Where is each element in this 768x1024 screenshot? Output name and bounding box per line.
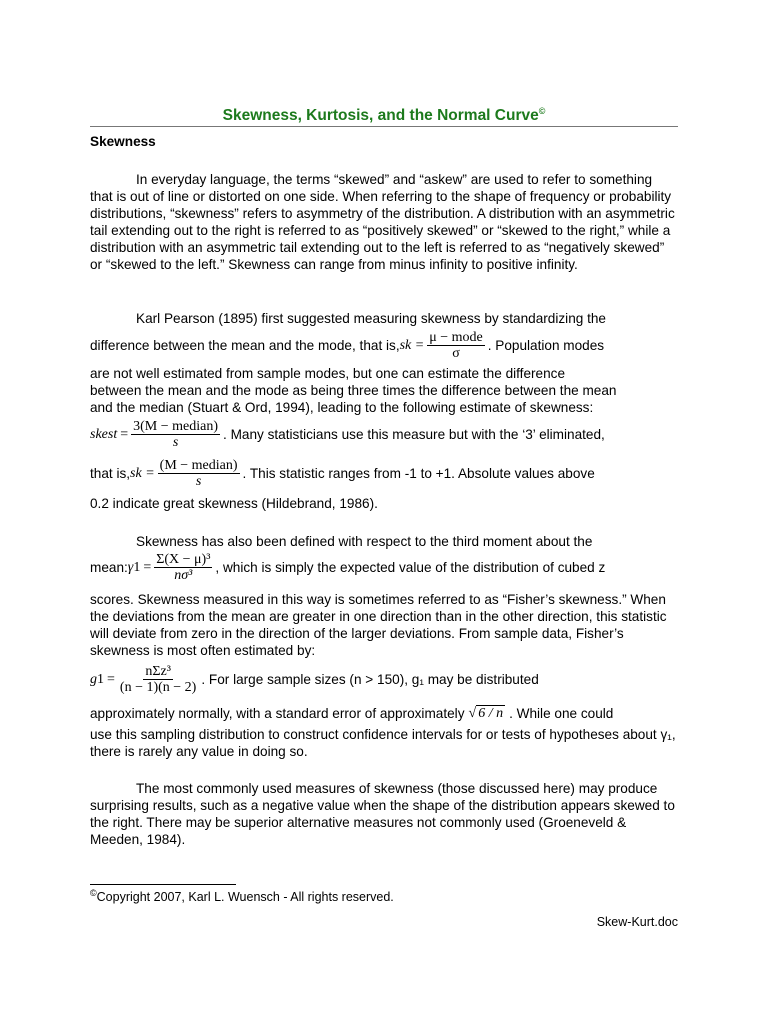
footnote: ©Copyright 2007, Karl L. Wuensch - All rights reserved. xyxy=(90,888,394,905)
paragraph-closing: The most commonly used measures of skewness (those discussed here) may produce surprising results, such as a negative value when the shape of the distribution appears skewed to the right. There may be superior alternative measures not commonly used (Groeneveld & Meeden, 1984). xyxy=(90,781,675,847)
p2-line7: that is, sk = $\frac{\text{(M − median)}}{s}$ . This statistic ranges from -1 to +1. Absolute values above xyxy=(90,458,595,489)
p3-line2: mean: γ 1 = $\frac{\text{Σ(X − μ)³}}{\text{nσ³}}$ , which is simply the expected value of the distribution of cubed z xyxy=(90,552,606,583)
p3-line5: g 1 = $\frac{\text{nΣz³}}{(n - 1)(n - 2)}$ . For large sample sizes (n > 150), g₁ may be distributed xyxy=(90,664,539,695)
p2-line3: are not well estimated from sample modes, but one can estimate the difference xyxy=(90,366,566,381)
p3-line1: Skewness has also been defined with respect to the third moment about the xyxy=(136,534,593,549)
title-rule xyxy=(90,126,678,127)
p3-line7: use this sampling distribution to construct confidence intervals for or tests of hypotheses about γ₁, there is rarely any value in doing so. xyxy=(90,727,676,759)
footnote-separator xyxy=(90,884,236,885)
p2-line2: difference between the mean and the mode, that is, sk = $\frac{\text{μ − mode}}{\sigma}$ . Population modes xyxy=(90,330,605,361)
footnote-mark: © xyxy=(90,888,97,898)
formula-sk-lhs: sk = xyxy=(399,337,425,353)
p2-line4: between the mean and the mode as being three times the difference between the mean xyxy=(90,383,617,398)
formula-fisher-g1: $\frac{\text{nΣz³}}{(n - 1)(n - 2)}$ xyxy=(119,664,197,695)
p2-line8: 0.2 indicate great skewness (Hildebrand, 1986). xyxy=(90,496,378,511)
formula-fisher-gamma1: $\frac{\text{Σ(X − μ)³}}{\text{nσ³}}$ xyxy=(156,552,211,583)
document-title: Skewness, Kurtosis, and the Normal Curve© xyxy=(222,106,546,125)
formula-pearson-mode: $\frac{\text{μ − mode}}{\sigma}$ xyxy=(429,330,483,361)
p2-line1: Karl Pearson (1895) first suggested measuring skewness by standardizing the xyxy=(136,311,606,326)
p2-line5: and the median (Stuart & Ord, 1994), leading to the following estimate of skewness: xyxy=(90,400,594,415)
p2-line6: sk est = $\frac{\text{3(M − median)}}{s}$ . Many statisticians use this measure but with the ‘3’ eliminated, xyxy=(90,419,605,450)
copyright-mark: © xyxy=(538,106,546,116)
formula-standard-error: √ 6 / n xyxy=(468,705,504,721)
p3-line6: approximately normally, with a standard error of approximately √ 6 / n . While one could xyxy=(90,705,614,721)
paragraph-intro: In everyday language, the terms “skewed” and “askew” are used to refer to something that is out of line or distorted on one side. When referring to the shape of frequency or probability distributions, “skewness” refers to asymmetry of the distribution. A distribution with an asymmetric tail extending out to the right is referred to as “positively skewed” or “skewed to the right,” while a distribution with an asymmetric tail extending out to the left is referred to as “negatively skewed” or “skewed to the left.” Skewness can range from minus infinity to positive infinity. xyxy=(90,172,675,272)
formula-pearson-median: $\frac{\text{3(M − median)}}{s}$ xyxy=(133,419,219,450)
p3-line3: scores. Skewness measured in this way is sometimes referred to as “Fisher’s skewness.” When the deviations from the mean are greater in one direction than in the other direction, this statistic will deviate from zero in the direction of the larger deviations. From sample data, Fisher’s skewness is most often estimated by: xyxy=(90,592,667,658)
document-filename: Skew-Kurt.doc xyxy=(596,915,678,929)
section-heading: Skewness xyxy=(90,134,156,149)
formula-nonparametric-skew: $\frac{\text{(M − median)}}{s}$ xyxy=(159,458,238,489)
